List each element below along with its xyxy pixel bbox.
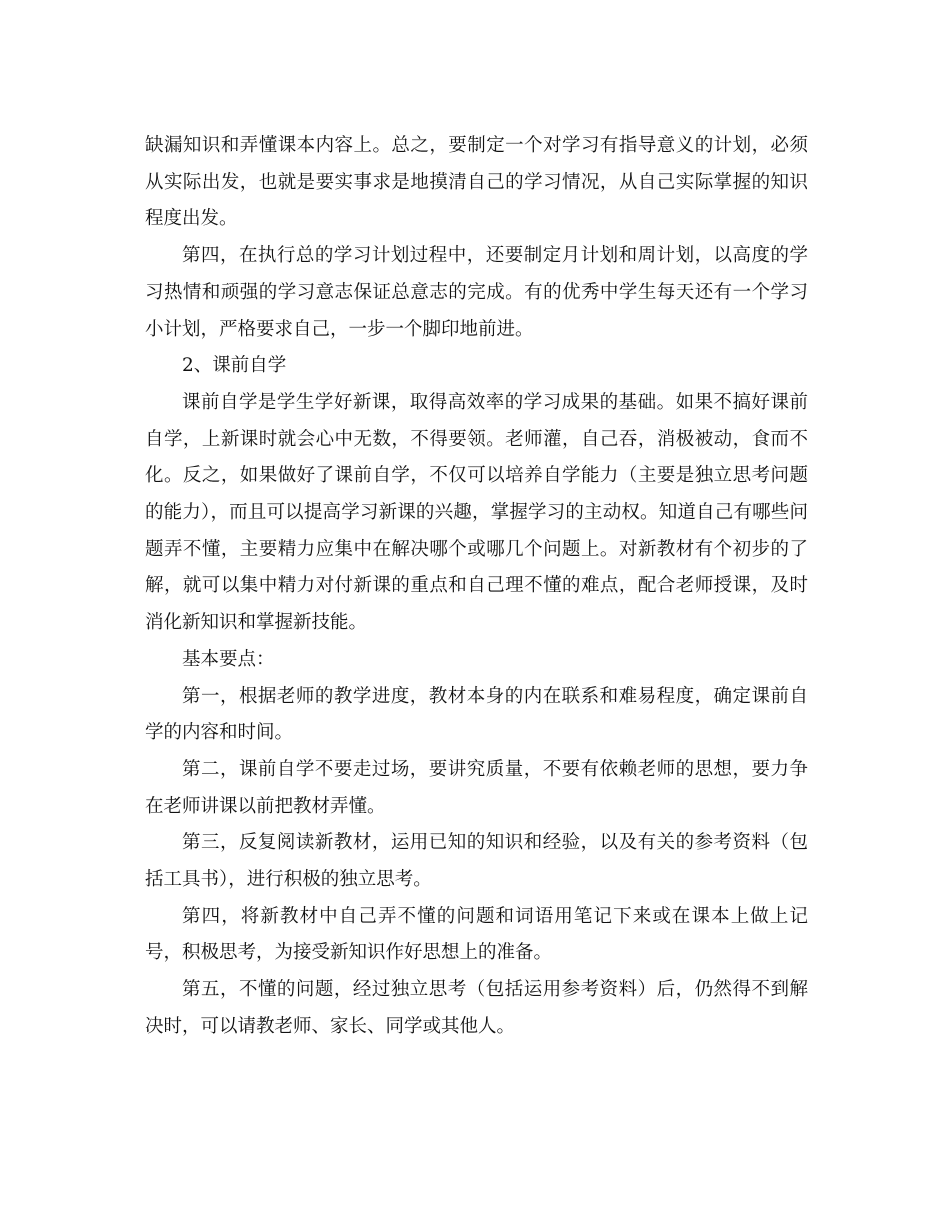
paragraph-preview-intro: 课前自学是学生学好新课，取得高效率的学习成果的基础。如果不搞好课前自学，上新课时就会心中无数，不得要领。老师灌，自己吞，消极被动，食而不化。反之，如果做好了课前自学，不仅可以培养自学能力（主要是独立思考问题的能力），而且可以提高学习新课的兴趣，掌握学习的主动权。知道自己有哪些问题弄不懂，主要精力应集中在解决哪个或哪几个问题上。对新教材有个初步的了解，就可以集中精力对付新课的重点和自己理不懂的难点，配合老师授课，及时消化新知识和掌握新技能。 bbox=[145, 391, 808, 634]
document-body bbox=[145, 128, 808, 1046]
paragraph-point-four-plan: 第四，在执行总的学习计划过程中，还要制定月计划和周计划，以高度的学习热情和顽强的学习意志保证总意志的完成。有的优秀中学生每天还有一个学习小计划，严格要求自己，一步一个脚印地前进。 bbox=[145, 245, 808, 340]
section-heading-preview: 2、课前自学 bbox=[182, 355, 287, 377]
paragraph-point-four: 第四，将新教材中自己弄不懂的问题和词语用笔记下来或在课本上做上记号，积极思考，为接受新知识作好思想上的准备。 bbox=[145, 905, 808, 964]
paragraph-point-five: 第五，不懂的问题，经过独立思考（包括运用参考资料）后，仍然得不到解决时，可以请教老师、家长、同学或其他人。 bbox=[145, 979, 808, 1037]
paragraph-point-two: 第二，课前自学不要走过场，要讲究质量，不要有依赖老师的思想，要力争在老师讲课以前把教材弄懂。 bbox=[145, 758, 808, 817]
paragraph-continuation: 缺漏知识和弄懂课本内容上。总之，要制定一个对学习有指导意义的计划，必须从实际出发，也就是要实事求是地摸清自己的学习情况，从自己实际掌握的知识程度出发。 bbox=[145, 135, 808, 230]
paragraph-point-three: 第三，反复阅读新教材，运用已知的知识和经验，以及有关的参考资料（包括工具书），进行积极的独立思考。 bbox=[145, 832, 808, 891]
paragraph-point-one: 第一，根据老师的教学进度，教材本身的内在联系和难易程度，确定课前自学的内容和时间。 bbox=[145, 685, 808, 744]
paragraph-key-points-label: 基本要点： bbox=[182, 648, 275, 670]
